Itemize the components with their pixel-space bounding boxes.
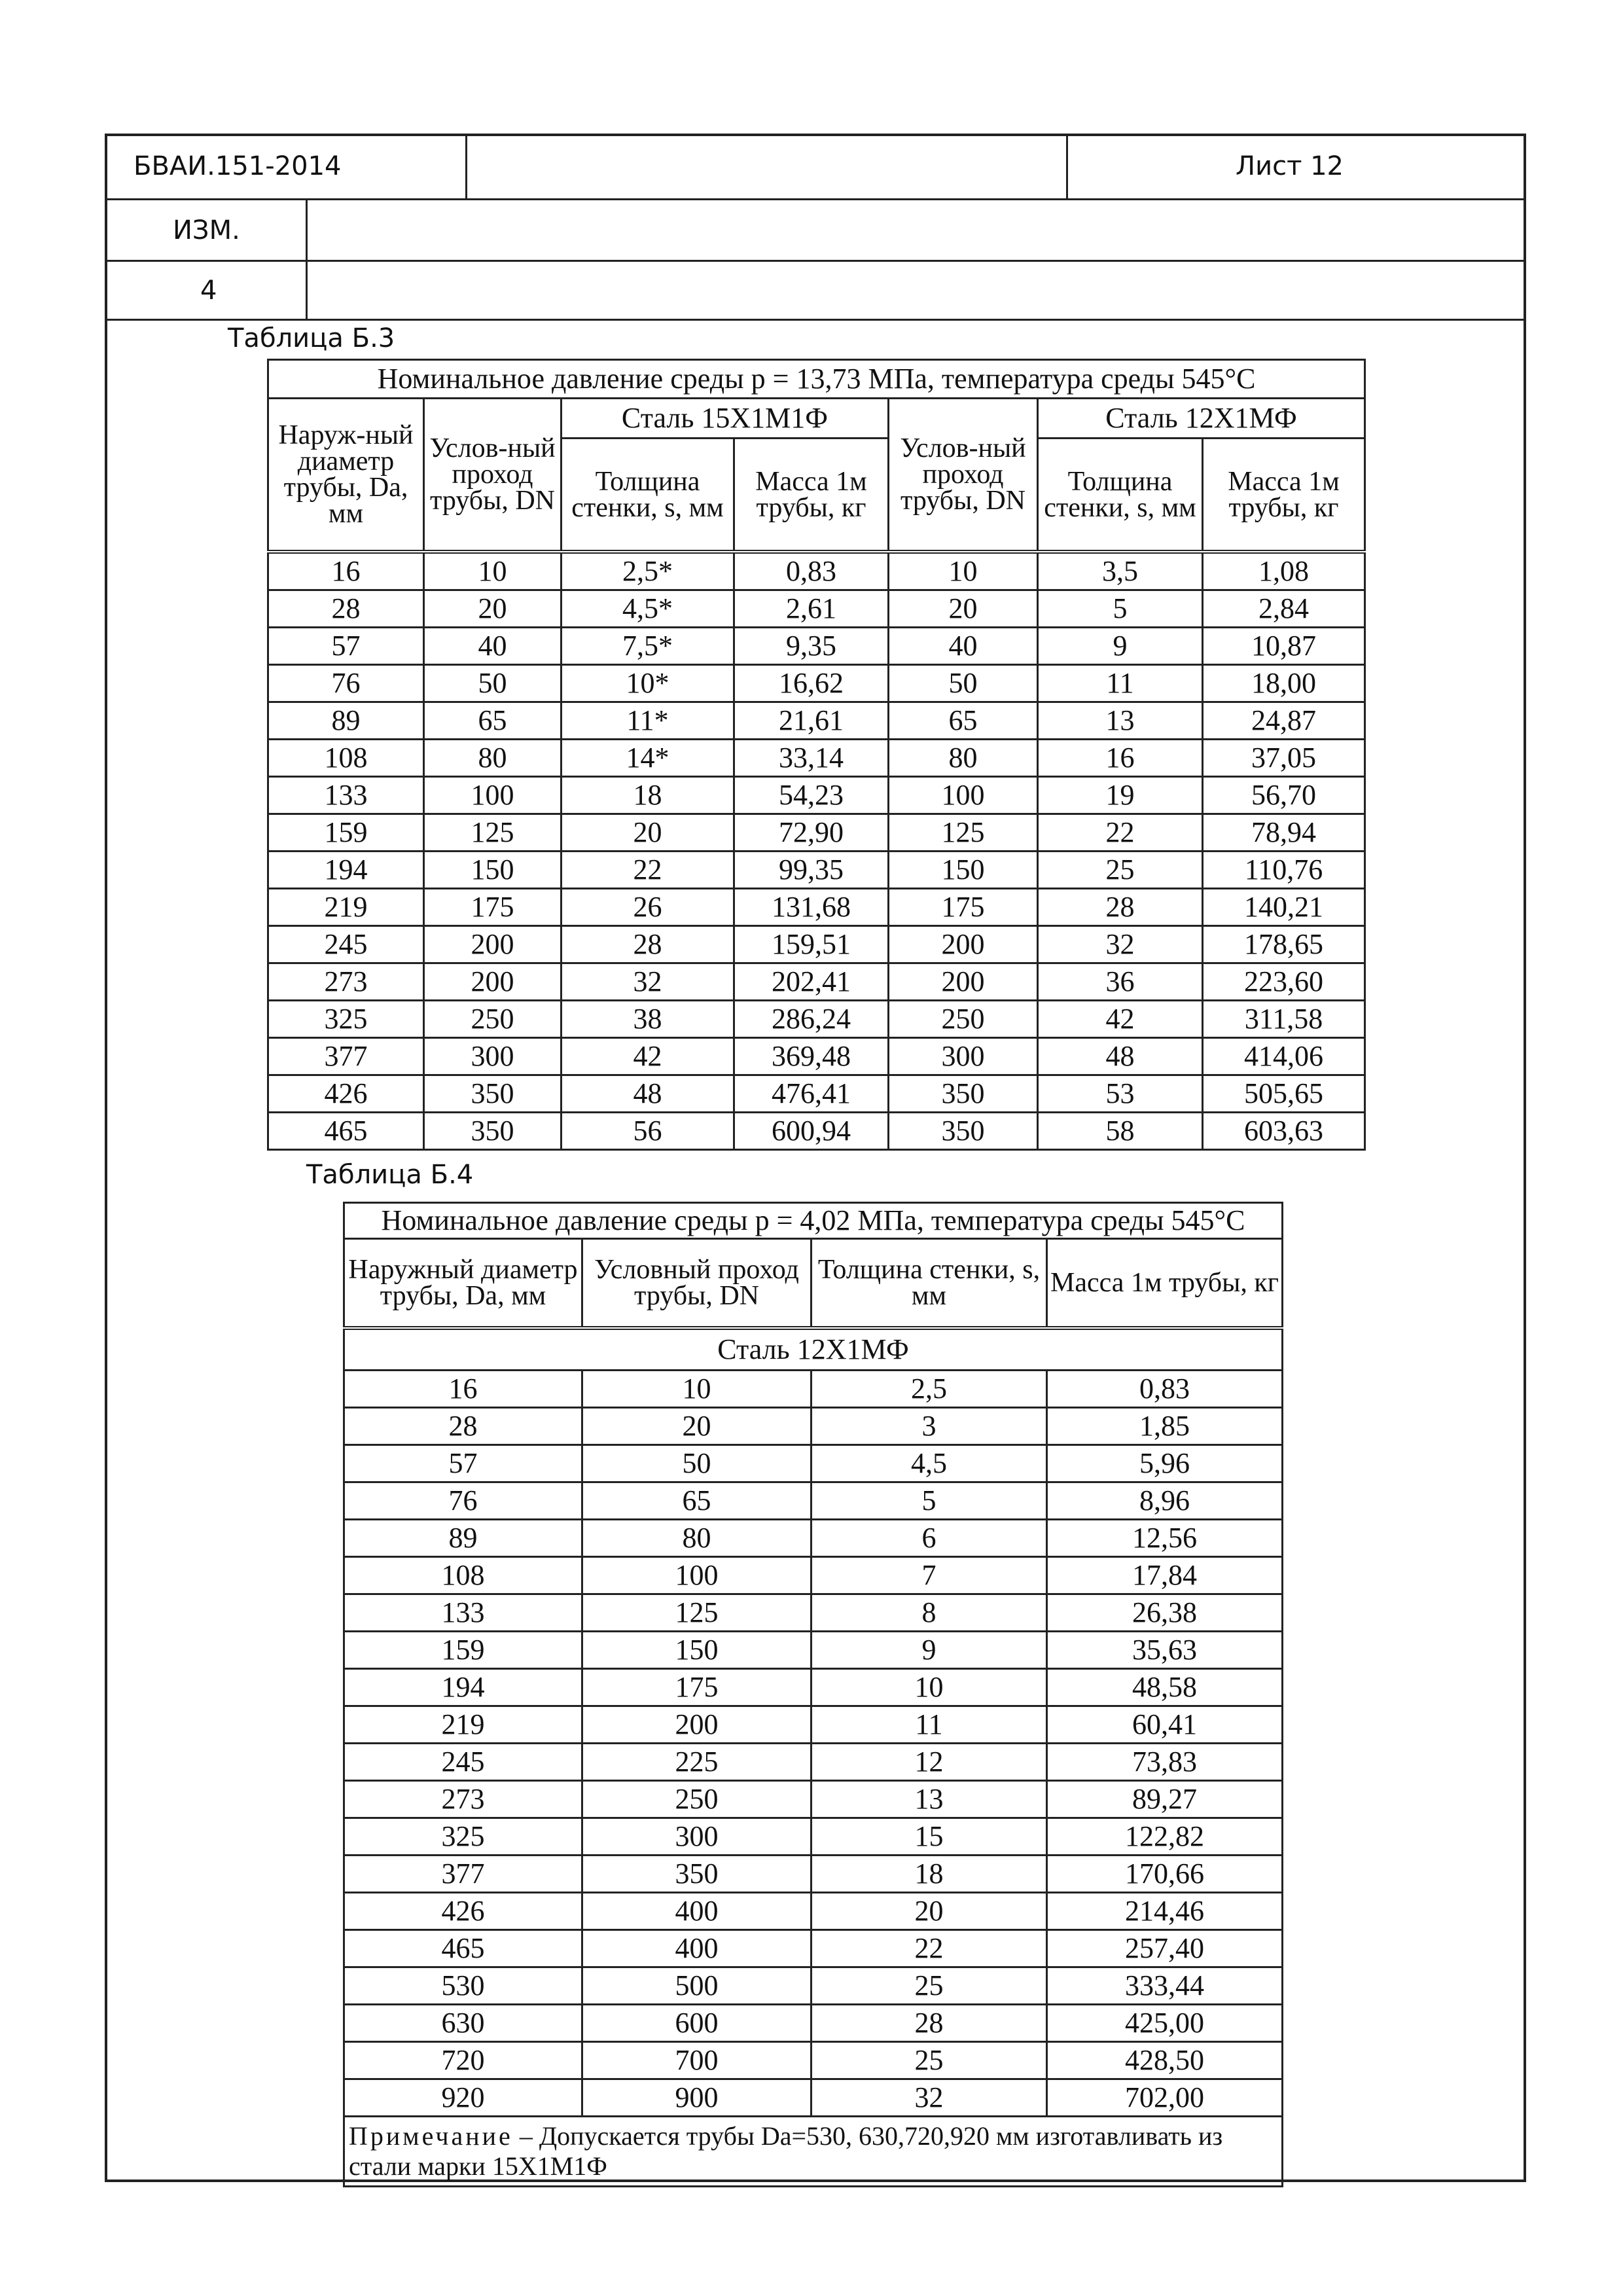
table-cell: 89 [344,1520,582,1557]
table-cell: 76 [268,665,424,702]
table-cell: 10 [889,552,1038,590]
table-cell: 333,44 [1047,1967,1283,2005]
table-row [268,590,1365,628]
table-cell: 20 [889,590,1038,628]
table-cell: 414,06 [1203,1038,1365,1075]
col-outer-diameter: Наруж-ный диаметр трубы, Da, мм [268,399,424,552]
table-cell: 0,83 [734,552,889,590]
table-b3-condition: Номинальное давление среды p = 13,73 МПа, температура среды 545°С [268,360,1365,399]
col-wall-a: Толщина стенки, s, мм [562,439,734,552]
table-row [344,1482,1283,1520]
table-cell: 194 [268,852,424,889]
table-cell: 28 [812,2005,1047,2042]
table-row [344,2079,1283,2117]
table-row [344,1557,1283,1594]
table-row [344,1445,1283,1482]
table-cell: 245 [268,926,424,963]
table-cell: 100 [424,777,562,814]
sheet-cell [1068,134,1526,198]
table-cell: 1,85 [1047,1408,1283,1445]
b4-col-outer-diameter: Наружный диаметр трубы, Da, мм [344,1239,582,1329]
table-cell: 110,76 [1203,852,1365,889]
b4-col-wall: Толщина стенки, s, мм [812,1239,1047,1329]
table-cell: 630 [344,2005,582,2042]
table-cell: 32 [562,963,734,1001]
table-cell: 426 [268,1075,424,1113]
table-cell: 65 [582,1482,812,1520]
table-cell: 60,41 [1047,1706,1283,1744]
table-cell: 159,51 [734,926,889,963]
table-cell: 40 [889,628,1038,665]
table-cell: 425,00 [1047,2005,1283,2042]
table-cell: 250 [582,1781,812,1818]
table-cell: 20 [424,590,562,628]
table-row [344,2005,1283,2042]
table-cell: 9 [1038,628,1203,665]
table-cell: 700 [582,2042,812,2079]
table-cell: 20 [812,1893,1047,1930]
table-cell: 80 [889,740,1038,777]
table-cell: 175 [424,889,562,926]
steel-b-header: Сталь 12Х1МФ [1038,399,1365,439]
table-cell: 25 [1038,852,1203,889]
col-mass-a: Масса 1м трубы, кг [734,439,889,552]
table-cell: 6 [812,1520,1047,1557]
table-row [344,1408,1283,1445]
table-cell: 600 [582,2005,812,2042]
table-cell: 250 [424,1001,562,1038]
table-cell: 65 [424,702,562,740]
table-cell: 16 [268,552,424,590]
table-cell: 12,56 [1047,1520,1283,1557]
table-cell: 426 [344,1893,582,1930]
table-cell: 600,94 [734,1113,889,1150]
table-cell: 13 [1038,702,1203,740]
table-cell: 159 [268,814,424,852]
table-cell: 7 [812,1557,1047,1594]
table-cell: 286,24 [734,1001,889,1038]
table-cell: 465 [344,1930,582,1967]
table-cell: 1,08 [1203,552,1365,590]
table-cell: 58 [1038,1113,1203,1150]
table-cell: 16 [344,1371,582,1408]
table-cell: 50 [424,665,562,702]
table-cell: 11 [1038,665,1203,702]
table-cell: 257,40 [1047,1930,1283,1967]
table-cell: 89,27 [1047,1781,1283,1818]
table-cell: 48,58 [1047,1669,1283,1706]
table-cell: 350 [424,1113,562,1150]
table-cell: 28 [562,926,734,963]
table-b3-caption: Таблица Б.3 [228,323,395,353]
table-cell: 99,35 [734,852,889,889]
table-cell: 10* [562,665,734,702]
table-b4-note [344,2117,1283,2187]
table-cell: 200 [889,963,1038,1001]
table-cell: 28 [1038,889,1203,926]
table-cell: 200 [424,926,562,963]
table-cell: 5,96 [1047,1445,1283,1482]
table-row [344,1930,1283,1967]
table-cell: 159 [344,1632,582,1669]
table-cell: 300 [582,1818,812,1856]
table-cell: 38 [562,1001,734,1038]
table-cell: 5 [812,1482,1047,1520]
table-row [344,1669,1283,1706]
table-cell: 57 [268,628,424,665]
table-cell: 720 [344,2042,582,2079]
table-row [268,814,1365,852]
table-cell: 219 [344,1706,582,1744]
table-cell: 72,90 [734,814,889,852]
table-cell: 10 [424,552,562,590]
table-cell: 78,94 [1203,814,1365,852]
table-cell: 76 [344,1482,582,1520]
table-row [268,702,1365,740]
table-cell: 20 [582,1408,812,1445]
table-cell: 80 [424,740,562,777]
table-cell: 214,46 [1047,1893,1283,1930]
table-cell: 26,38 [1047,1594,1283,1632]
title-block-row-1 [105,134,1526,200]
table-cell: 25 [812,1967,1047,2005]
table-cell: 500 [582,1967,812,2005]
rev-number: 4 [200,275,217,306]
table-row [344,1632,1283,1669]
table-cell: 465 [268,1113,424,1150]
table-row [268,1038,1365,1075]
table-cell: 16 [1038,740,1203,777]
table-cell: 36 [1038,963,1203,1001]
table-cell: 89 [268,702,424,740]
table-cell: 377 [344,1856,582,1893]
table-cell: 11 [812,1706,1047,1744]
table-cell: 100 [889,777,1038,814]
table-row [268,852,1365,889]
table-cell: 4,5 [812,1445,1047,1482]
table-cell: 505,65 [1203,1075,1365,1113]
table-cell: 13 [812,1781,1047,1818]
sheet-number: Лист 12 [1236,151,1344,181]
table-cell: 131,68 [734,889,889,926]
table-cell: 603,63 [1203,1113,1365,1150]
table-cell: 133 [268,777,424,814]
table-cell: 3,5 [1038,552,1203,590]
table-row [344,1594,1283,1632]
table-cell: 150 [889,852,1038,889]
table-cell: 2,5 [812,1371,1047,1408]
table-cell: 369,48 [734,1038,889,1075]
col-mass-b: Масса 1м трубы, кг [1203,439,1365,552]
table-cell: 125 [582,1594,812,1632]
table-cell: 9,35 [734,628,889,665]
b4-col-mass: Масса 1м трубы, кг [1047,1239,1283,1329]
doc-code-cell [105,134,467,198]
rev-number-cell [105,262,308,319]
table-cell: 57 [344,1445,582,1482]
table-cell: 80 [582,1520,812,1557]
table-cell: 14* [562,740,734,777]
table-cell: 250 [889,1001,1038,1038]
table-row [268,889,1365,926]
table-cell: 245 [344,1744,582,1781]
col-dn-a: Услов-ный проход трубы, DN [424,399,562,552]
table-cell: 19 [1038,777,1203,814]
table-cell: 900 [582,2079,812,2117]
table-row [344,2042,1283,2079]
rev-label: ИЗМ. [173,215,240,245]
table-cell: 50 [582,1445,812,1482]
table-cell: 28 [268,590,424,628]
table-cell: 133 [344,1594,582,1632]
table-cell: 48 [1038,1038,1203,1075]
table-cell: 18 [562,777,734,814]
title-block-row-2 [105,200,1526,262]
table-cell: 100 [582,1557,812,1594]
table-cell: 20 [562,814,734,852]
table-cell: 200 [582,1706,812,1744]
table-cell: 22 [1038,814,1203,852]
table-cell: 2,5* [562,552,734,590]
table-cell: 150 [424,852,562,889]
col-dn-b: Услов-ный проход трубы, DN [889,399,1038,552]
table-cell: 7,5* [562,628,734,665]
table-cell: 350 [889,1113,1038,1150]
table-row [344,1818,1283,1856]
table-cell: 223,60 [1203,963,1365,1001]
table-cell: 42 [1038,1001,1203,1038]
table-cell: 108 [268,740,424,777]
table-cell: 22 [562,852,734,889]
table-cell: 11* [562,702,734,740]
table-row [344,1371,1283,1408]
table-b4 [343,1202,1283,2187]
table-cell: 73,83 [1047,1744,1283,1781]
table-row [344,1781,1283,1818]
col-wall-b: Толщина стенки, s, мм [1038,439,1203,552]
table-cell: 311,58 [1203,1001,1365,1038]
table-row [344,1893,1283,1930]
table-cell: 219 [268,889,424,926]
table-cell: 225 [582,1744,812,1781]
table-cell: 8 [812,1594,1047,1632]
table-cell: 54,23 [734,777,889,814]
table-b4-condition: Номинальное давление среды p = 4,02 МПа, температура среды 545°С [344,1203,1283,1239]
table-row [344,1520,1283,1557]
table-cell: 12 [812,1744,1047,1781]
table-row [344,1856,1283,1893]
table-cell: 300 [889,1038,1038,1075]
table-row [344,1706,1283,1744]
table-cell: 15 [812,1818,1047,1856]
table-cell: 2,61 [734,590,889,628]
doc-code: БВАИ.151-2014 [134,151,342,181]
table-row [268,1075,1365,1113]
table-cell: 194 [344,1669,582,1706]
table-cell: 3 [812,1408,1047,1445]
table-row [268,1001,1365,1038]
table-cell: 8,96 [1047,1482,1283,1520]
title-block-row-3 [105,262,1526,321]
table-cell: 17,84 [1047,1557,1283,1594]
table-row [268,740,1365,777]
table-cell: 920 [344,2079,582,2117]
table-cell: 18 [812,1856,1047,1893]
table-cell: 350 [424,1075,562,1113]
table-row [268,777,1365,814]
table-row [344,1967,1283,2005]
table-cell: 32 [1038,926,1203,963]
table-row [268,628,1365,665]
table-cell: 122,82 [1047,1818,1283,1856]
table-cell: 32 [812,2079,1047,2117]
table-row [268,1113,1365,1150]
table-cell: 400 [582,1930,812,1967]
table-cell: 325 [344,1818,582,1856]
table-cell: 150 [582,1632,812,1669]
table-cell: 42 [562,1038,734,1075]
table-cell: 702,00 [1047,2079,1283,2117]
table-cell: 178,65 [1203,926,1365,963]
table-cell: 400 [582,1893,812,1930]
table-row [268,926,1365,963]
table-cell: 9 [812,1632,1047,1669]
table-cell: 65 [889,702,1038,740]
table-cell: 273 [344,1781,582,1818]
table-cell: 350 [889,1075,1038,1113]
table-cell: 56 [562,1113,734,1150]
table-cell: 18,00 [1203,665,1365,702]
table-cell: 200 [424,963,562,1001]
table-cell: 26 [562,889,734,926]
note-label: Примечание [349,2121,513,2151]
table-cell: 10,87 [1203,628,1365,665]
table-cell: 2,84 [1203,590,1365,628]
table-cell: 325 [268,1001,424,1038]
table-cell: 40 [424,628,562,665]
table-cell: 170,66 [1047,1856,1283,1893]
rev-label-cell [105,200,308,260]
table-cell: 21,61 [734,702,889,740]
table-cell: 33,14 [734,740,889,777]
table-row [268,963,1365,1001]
table-cell: 4,5* [562,590,734,628]
table-row [268,665,1365,702]
steel-a-header: Сталь 15Х1М1Ф [562,399,889,439]
table-row [344,1744,1283,1781]
table-cell: 200 [889,926,1038,963]
table-cell: 25 [812,2042,1047,2079]
table-b3 [267,359,1366,1151]
table-cell: 300 [424,1038,562,1075]
b4-steel-subheader: Сталь 12Х1МФ [344,1328,1283,1371]
table-cell: 10 [812,1669,1047,1706]
table-cell: 202,41 [734,963,889,1001]
table-cell: 53 [1038,1075,1203,1113]
table-cell: 16,62 [734,665,889,702]
table-cell: 140,21 [1203,889,1365,926]
title-cell [467,134,1068,198]
table-cell: 428,50 [1047,2042,1283,2079]
table-cell: 530 [344,1967,582,2005]
table-cell: 37,05 [1203,740,1365,777]
note-text: – Допускается трубы Da=530, 630,720,920 мм изготавливать из стали марки 15Х1М1Ф [349,2121,1223,2181]
table-cell: 35,63 [1047,1632,1283,1669]
table-cell: 48 [562,1075,734,1113]
table-cell: 125 [889,814,1038,852]
table-cell: 108 [344,1557,582,1594]
table-cell: 273 [268,963,424,1001]
b4-col-dn: Условный проход трубы, DN [582,1239,812,1329]
table-cell: 10 [582,1371,812,1408]
table-cell: 56,70 [1203,777,1365,814]
table-row [268,552,1365,590]
table-cell: 22 [812,1930,1047,1967]
table-cell: 175 [889,889,1038,926]
table-cell: 175 [582,1669,812,1706]
table-cell: 125 [424,814,562,852]
table-cell: 377 [268,1038,424,1075]
table-cell: 50 [889,665,1038,702]
table-cell: 24,87 [1203,702,1365,740]
table-cell: 28 [344,1408,582,1445]
table-cell: 5 [1038,590,1203,628]
table-b4-caption: Таблица Б.4 [306,1160,474,1190]
table-cell: 476,41 [734,1075,889,1113]
table-cell: 0,83 [1047,1371,1283,1408]
table-cell: 350 [582,1856,812,1893]
